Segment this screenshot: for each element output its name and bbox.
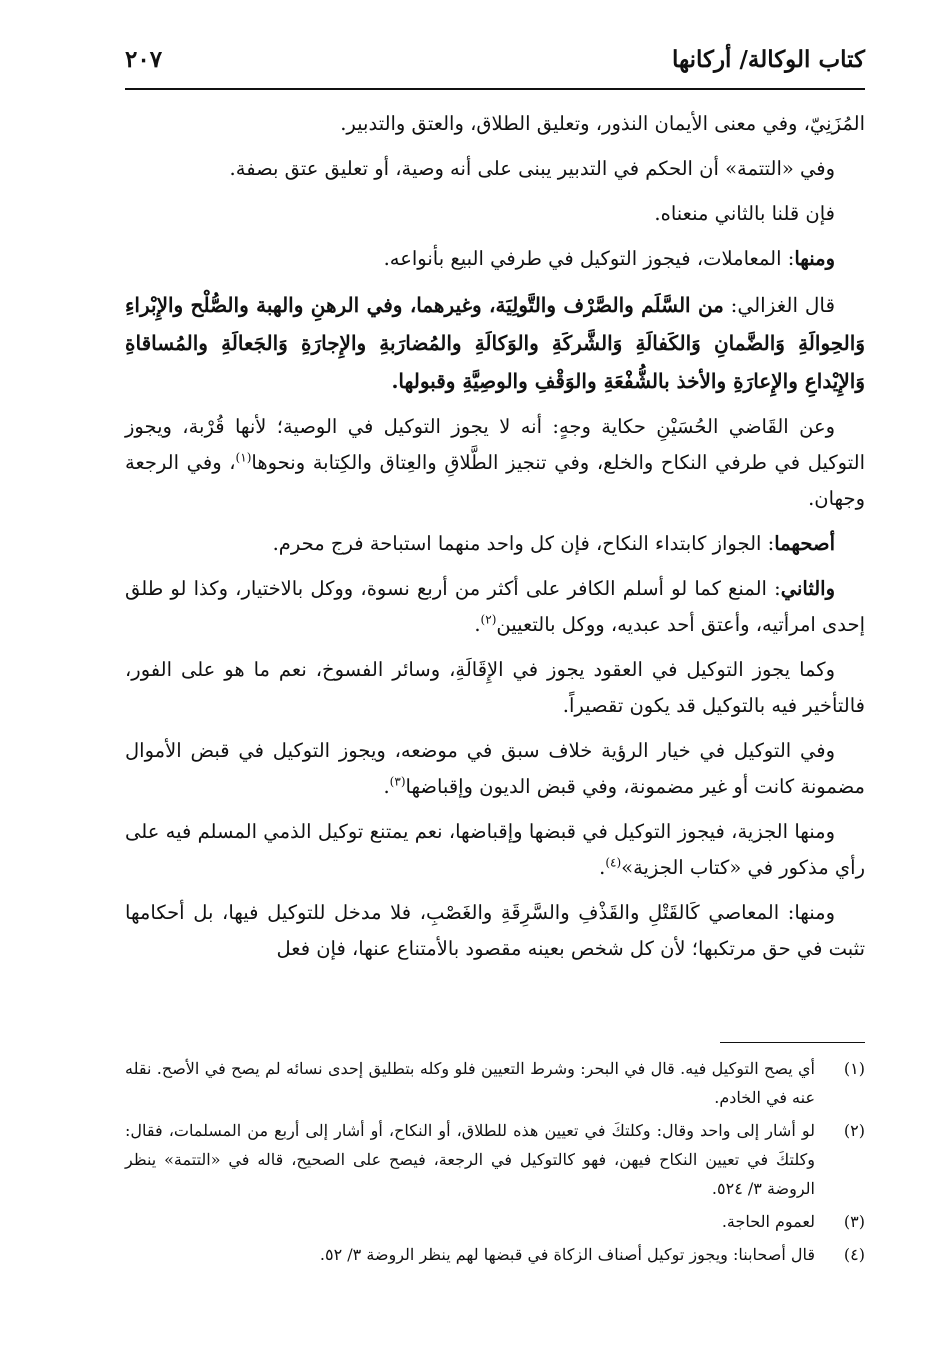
- paragraph: [125, 241, 865, 277]
- footnote: [125, 1240, 865, 1269]
- text-span: ، وفي الرجعة وجهان.: [125, 451, 865, 510]
- text-span: وعن القَاضي الحُسَيْنِ حكاية وجهٍ: أنه لا يجوز التوكيل في الوصية؛ لأنها قُرْبة، ويجوز التوكيل في طرفي النكاح والخلع، وفي تنجيز الطَّلاقِ والعِتاق والكِتابة ونحوها: [125, 415, 865, 474]
- footnote-text: لو أشار إلى واحد وقال: وكلتكَ في تعيين هذه للطلاق، أو النكاح، أو أشار إلى أربع من المسلمات، فقال: وكلتكَ في تعيين النكاح فيهن، فهو كالتوكيل في الرجعة، فيصح على الصحيح، قاله في «التتمة» ينظر الروضة ٣/ ٥٢٤.: [125, 1121, 815, 1198]
- paragraph: [125, 286, 865, 400]
- text-span: .: [383, 775, 390, 798]
- footnote-text: قال أصحابنا: ويجوز توكيل أصناف الزكاة في قبضها لهم ينظر الروضة ٣/ ٥٢.: [319, 1245, 815, 1264]
- paragraph: [125, 151, 865, 187]
- page-header: [125, 42, 865, 90]
- footnote-rule: [720, 1042, 865, 1043]
- text-span: وفي التوكيل في خيار الرؤية خلاف سبق في موضعه، ويجوز التوكيل في قبض الأموال مضمونة كانت أو غير مضمونة، وفي قبض الديون وإقباضها: [125, 739, 865, 798]
- paragraph: [125, 526, 865, 562]
- footnote-text: أي يصح التوكيل فيه. قال في البحر: وشرط التعيين فلو وكله بتطليق إحدى نسائه لم يصح في الأصح. نقله عنه في الخادم.: [125, 1059, 815, 1107]
- text-span: فإن قلنا بالثاني منعناه.: [654, 202, 835, 225]
- text-span: : الجواز كابتداء النكاح، فإن كل واحد منهما استباحة فرج محرم.: [272, 532, 775, 555]
- text-span: المُزَنِيّ، وفي معنى الأيمان النذور، وتعليق الطلاق، والعتق والتدبير.: [340, 112, 865, 135]
- footnote-ref: (٢): [480, 612, 497, 627]
- footnote-number: (١): [843, 1059, 865, 1078]
- footnote-ref: (٤): [605, 855, 622, 870]
- text-span: قال الغزالي:: [723, 293, 836, 317]
- paragraph: [125, 196, 865, 232]
- paragraph: [125, 733, 865, 805]
- footnote-number: (٤): [843, 1245, 865, 1264]
- page-number: ٢٠٧: [125, 46, 163, 73]
- text-span: وكما يجوز التوكيل في العقود يجوز في الإِقَالَةِ، وسائر الفسوخ، نعم ما هو على الفور، فالتأخير فيه بالتوكيل قد يكون تقصيراً.: [125, 658, 865, 717]
- paragraph: [125, 409, 865, 517]
- text-span: : المنع كما لو أسلم الكافر على أكثر من أربع نسوة، ووكل بالاختيار، وكذا لو طلق إحدى امرأتيه، وأعتق أحد عبديه، ووكل بالتعيين: [125, 577, 865, 636]
- footnote-ref: (٣): [389, 774, 406, 789]
- paragraph: [125, 106, 865, 142]
- footnote-number: (٢): [843, 1121, 865, 1140]
- text-span: وفي «التتمة» أن الحكم في التدبير يبنى على أنه وصية، أو تعليق عتق بصفة.: [229, 157, 835, 180]
- paragraph: [125, 652, 865, 724]
- footnote: [125, 1116, 865, 1203]
- main-text: [125, 106, 865, 976]
- text-span: ومنها: المعاصي كَالقَتْلِ والقَذْفِ والسَّرِقَةِ والغَصْبِ، فلا مدخل للتوكيل فيها، بل أحكامها تثبت في حق مرتكبها؛ لأن كل شخص بعينه مقصود بالأمتناع عنها، فإن فعل: [125, 901, 865, 960]
- footnote-number: (٣): [843, 1212, 865, 1231]
- text-span: : المعاملات، فيجوز التوكيل في طرفي البيع بأنواعه.: [383, 247, 795, 270]
- running-title: كتاب الوكالة/ أركانها: [671, 46, 865, 73]
- bold-text: والثاني: [780, 577, 835, 600]
- footnote: [125, 1207, 865, 1236]
- footnote: [125, 1054, 865, 1112]
- bold-text: أصحهما: [774, 532, 835, 555]
- footnote-text: لعموم الحاجة.: [721, 1212, 815, 1231]
- paragraph: [125, 895, 865, 967]
- text-span: .: [474, 613, 481, 636]
- paragraph: [125, 814, 865, 886]
- bold-text: ومنها: [794, 247, 835, 270]
- footnotes: [125, 1054, 865, 1273]
- header-rule: [125, 88, 865, 90]
- bold-text: من السَّلَم والصَّرْف والتَّولِيَة، وغيرهما، وفي الرهنِ والهبة والصُّلْح والإِبْراءِ وَالحِوالَةِ وَالضَّمانِ وَالكَفالَةِ وَالشَّركَةِ والوَكالَةِ والمُضارَبةِ والإِجارَةِ وَالجَعالَةِ والمُساقاةِ وَالإِيْداعِ والإِعارَةِ والأخذ بالشُّفْعَةِ والوَقْفِ والوصِيَّةِ وقبولها.: [125, 293, 865, 393]
- text-span: .: [599, 856, 606, 879]
- paragraph: [125, 571, 865, 643]
- text-span: ومنها الجزية، فيجوز التوكيل في قبضها وإقباضها، نعم يمتنع توكيل الذمي المسلم فيه على رأي مذكور في «كتاب الجزية»: [125, 820, 865, 879]
- footnote-ref: (١): [235, 450, 252, 465]
